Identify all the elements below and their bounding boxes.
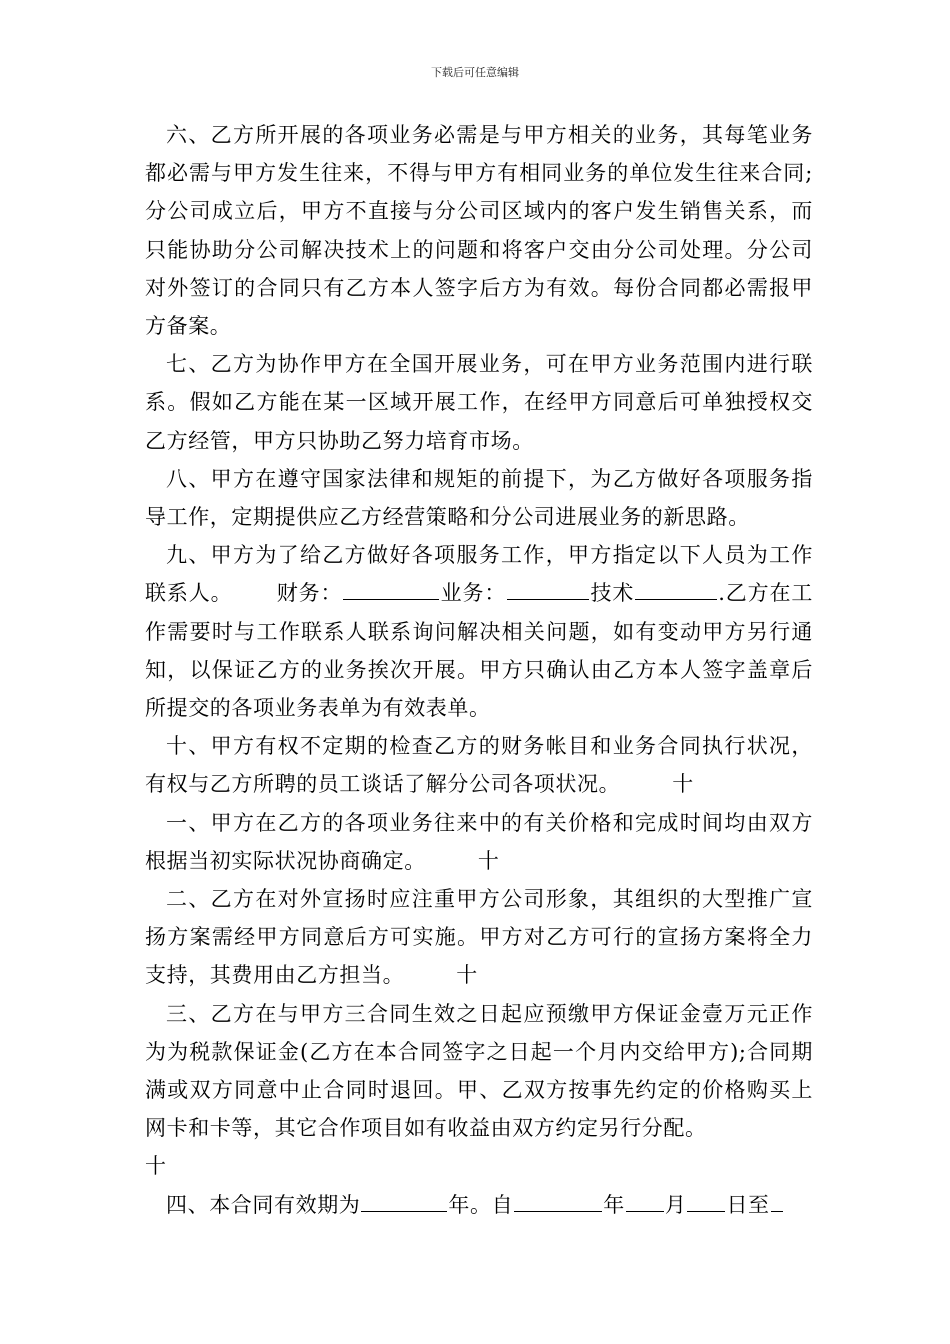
finance-contact-blank (343, 577, 439, 600)
clause-9 (145, 536, 813, 727)
clause-6: 六、乙方所开展的各项业务必需是与甲方相关的业务，其每笔业务都必需与甲方发生往来，不得与甲方有相同业务的单位发生往来合同;分公司成立后，甲方不直接与分公司区域内的客户发生销售关系，而只能协助分公司解决技术上的问题和将客户交由分公司处理。分公司对外签订的合同只有乙方本人签字后方为有效。每份合同都必需报甲方备案。 (145, 123, 813, 339)
clause-10-text: 十、甲方有权不定期的检查乙方的财务帐目和业务合同执行状况，有权与乙方所聘的员工谈话了解分公司各项状况。 (145, 734, 813, 797)
clause-13: 三、乙方在与甲方三合同生效之日起应预缴甲方保证金壹万元正作为为税款保证金(乙方在本合同签字之日起一个月内交给甲方);合同期满或双方同意中止合同时退回。甲、乙双方按事先约定的价格购买上网卡和卡等，其它合作项目如有收益由双方约定另行分配。 (145, 1001, 813, 1141)
clause-14-month-label: 月 (664, 1192, 687, 1217)
business-contact-blank (507, 577, 589, 600)
clause-10-tail: 十 (672, 772, 694, 797)
clause-10 (145, 727, 813, 803)
clause-14-intro: 四、本合同有效期为 (166, 1192, 361, 1217)
end-date-blank (771, 1189, 783, 1212)
clause-14-year-label: 年。自 (448, 1192, 514, 1217)
clause-13-tail: 十 (145, 1154, 167, 1179)
clause-12-tail: 十 (456, 963, 478, 988)
page-header: 下载后可任意编辑 (431, 66, 519, 79)
clause-14-year2-label: 年 (603, 1192, 625, 1217)
finance-contact-label: 财务： (276, 581, 343, 606)
clause-7: 七、乙方为协作甲方在全国开展业务，可在甲方业务范围内进行联系。假如乙方能在某一区域开展工作，在经甲方同意后可单独授权交乙方经管，甲方只协助乙努力培育市场。 (145, 352, 813, 453)
clause-14-day-label: 日至 (726, 1192, 770, 1217)
clause-12 (145, 880, 813, 995)
clause-12-text: 二、乙方在对外宣扬时应注重甲方公司形象，其组织的大型推广宣扬方案需经甲方同意后方可实施。甲方对乙方可行的宣扬方案将全力支持，其费用由乙方担当。 (145, 887, 813, 988)
start-year-blank (514, 1189, 602, 1212)
business-contact-label: 业务： (440, 581, 507, 606)
clause-9-intro: 九、甲方为了给乙方做好各项服务工作，甲方指定以下人员为工作联系人。 (145, 543, 813, 606)
clause-11-text: 一、甲方在乙方的各项业务往来中的有关价格和完成时间均由双方根据当初实际状况协商确定。 (145, 810, 813, 873)
tech-contact-blank (635, 577, 717, 600)
clause-11-tail: 十 (477, 848, 500, 873)
clause-8: 八、甲方在遵守国家法律和规矩的前提下，为乙方做好各项服务指导工作，定期提供应乙方经营策略和分公司进展业务的新思路。 (145, 466, 813, 530)
start-month-blank (626, 1189, 664, 1212)
tech-contact-label: 技术 (590, 581, 635, 606)
document-body (145, 116, 813, 1224)
start-day-blank (687, 1189, 725, 1212)
clause-14 (145, 1186, 813, 1224)
term-years-blank (361, 1189, 447, 1212)
clause-11 (145, 804, 813, 880)
clause-9-rest: .乙方在工作需要时与工作联系人联系询问解决相关问题，如有变动甲方另行通知，以保证乙方的业务挨次开展。甲方只确认由乙方本人签字盖章后所提交的各项业务表单为有效表单。 (145, 581, 813, 721)
